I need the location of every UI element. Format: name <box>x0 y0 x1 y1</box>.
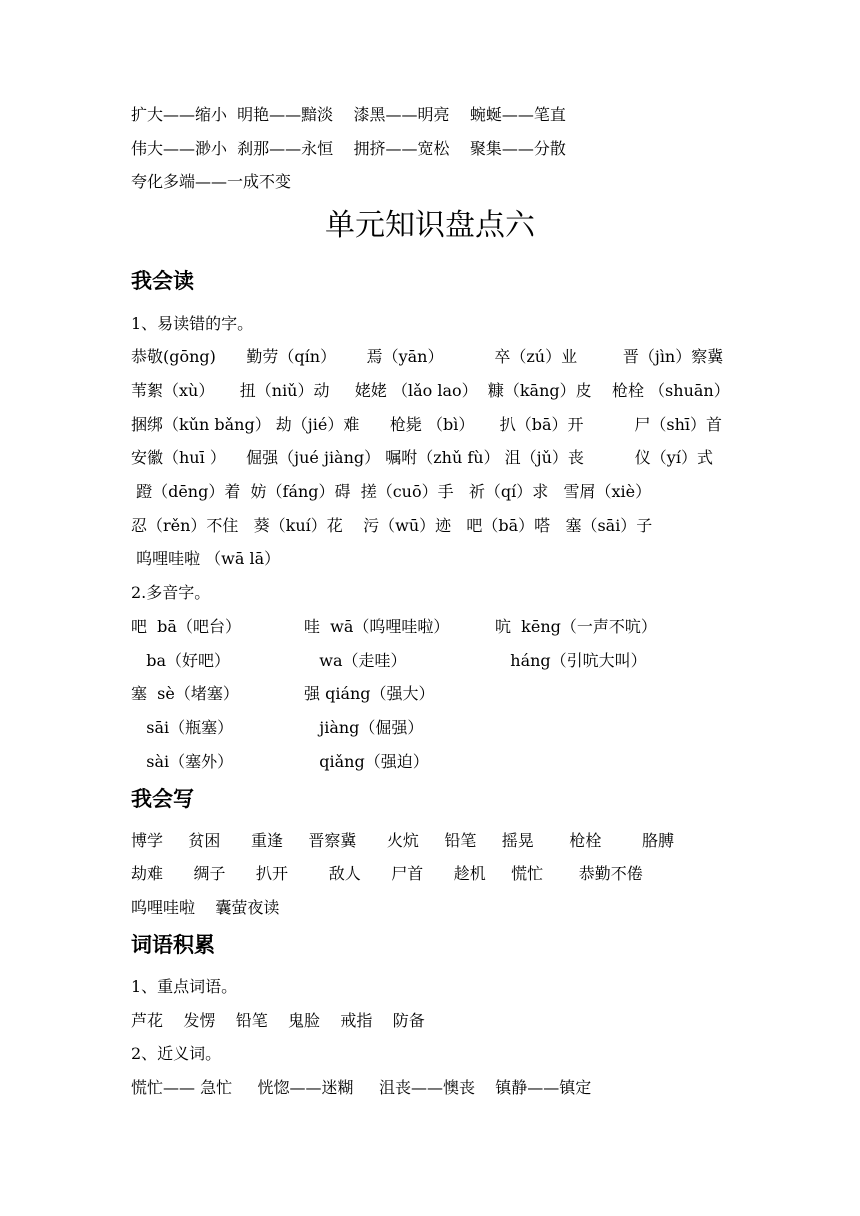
words-subheading-2: 2、近义词。 <box>131 1044 222 1063</box>
antonym-line-1: 扩大——缩小 明艳——黯淡 漆黑——明亮 蜿蜒——笔直 <box>131 105 566 124</box>
polyphone-qiang-3: qiǎng（强迫） <box>304 752 429 771</box>
write-line: 博学 贫困 重逢 晋察冀 火炕 铅笔 摇晃 枪栓 胳膊 <box>131 831 675 850</box>
write-line: 呜哩哇啦 囊萤夜读 <box>131 898 280 917</box>
pinyin-line: 捆绑（kǔn bǎng） 劫（jié）难 枪毙 （bì） 扒（bā）开 尸（shī）首 <box>131 415 723 434</box>
polyphone-ba-2: ba（好吧） <box>131 651 231 670</box>
polyphone-sai-2: sāi（瓶塞） <box>131 718 234 737</box>
write-line: 劫难 绸子 扒开 敌人 尸首 趁机 慌忙 恭勤不倦 <box>131 864 643 883</box>
polyphone-wa-1: 哇 wā（呜哩哇啦） <box>304 617 450 636</box>
heading-read: 我会读 <box>131 269 194 293</box>
polyphone-ba-1: 吧 bā（吧台） <box>131 617 241 636</box>
antonym-line-3: 夸化多端——一成不变 <box>131 172 292 191</box>
pinyin-line: 忍（rěn）不住 葵（kuí）花 污（wū）迹 吧（bā）嗒 塞（sāi）子 <box>131 516 653 535</box>
pinyin-line: 蹬（dēng）着 妨（fáng）碍 搓（cuō）手 祈（qí）求 雪屑（xiè） <box>131 482 652 501</box>
polyphone-qiang-2: jiàng（倔强） <box>304 718 424 737</box>
polyphone-qiang-1: 强 qiáng（强大） <box>304 684 435 703</box>
heading-write: 我会写 <box>131 787 194 811</box>
pinyin-line: 恭敬(gōng) 勤劳（qín） 焉（yān） 卒（zú）业 晋（jìn）察冀 <box>131 347 724 366</box>
words-subheading-1: 1、重点词语。 <box>131 977 238 996</box>
pinyin-line: 苇絮（xù） 扭（niǔ）动 姥姥 （lǎo lao） 糠（kāng）皮 枪栓 （shuān） <box>131 381 730 400</box>
heading-words: 词语积累 <box>131 933 215 957</box>
read-subheading-2: 2.多音字。 <box>131 583 211 602</box>
polyphone-keng-2: háng（引吭大叫） <box>495 651 647 670</box>
synonyms-line: 慌忙—— 急忙 恍惚——迷糊 沮丧——懊丧 镇静——镇定 <box>131 1078 592 1097</box>
polyphone-keng-1: 吭 kēng（一声不吭） <box>495 617 657 636</box>
antonym-line-2: 伟大——渺小 刹那——永恒 拥挤——宽松 聚集——分散 <box>131 139 566 158</box>
polyphone-sai-3: sài（塞外） <box>131 752 234 771</box>
key-words-line: 芦花 发愣 铅笔 鬼脸 戒指 防备 <box>131 1011 425 1030</box>
polyphone-sai-1: 塞 sè（堵塞） <box>131 684 239 703</box>
page-title: 单元知识盘点六 <box>325 208 535 243</box>
pinyin-line: 安徽（huī ） 倔强（jué jiàng） 嘱咐（zhǔ fù） 沮（jǔ）丧 仪（yí）式 <box>131 448 713 467</box>
read-subheading-1: 1、易读错的字。 <box>131 314 254 333</box>
polyphone-wa-2: wa（走哇） <box>304 651 407 670</box>
pinyin-line: 呜哩哇啦 （wā lā） <box>131 549 281 568</box>
